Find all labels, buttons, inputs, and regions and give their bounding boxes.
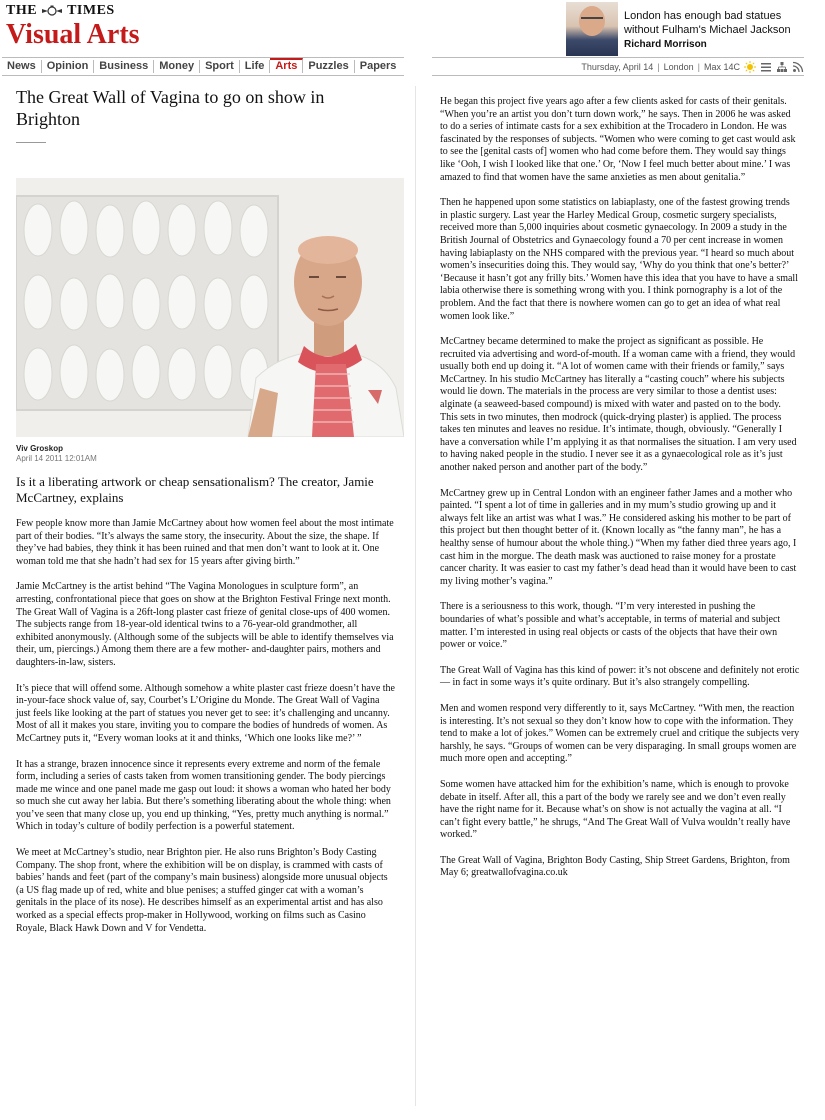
article-paragraph: Some women have attacked him for the exhibition’s name, which is enough to provoke debate in itself. After all, this a part of the body we rarely see and we don’t even really have the right name for it. Because what’s on show is not actually the vagina at all. “I can’t fight every battle,” he shrugs, “And The Great Wall of Vulva wouldn’t really have worked.” [440, 778, 791, 841]
byline-author[interactable]: Viv Groskop [16, 444, 63, 453]
nav-item-papers[interactable]: Papers [359, 60, 397, 72]
article-paragraph: Few people know more than Jamie McCartney about how women feel about the most intimate part of their bodies. “It’s always the same story, the insecurity. About the size, the shape. If they’ve had babies, they think it has been ruined and that men don’t want to look at it. One woman told me that she hadn’t had sex for 15 years after giving birth.” [16, 518, 394, 567]
column-divider [415, 86, 416, 1106]
weather-max: Max 14C [703, 61, 740, 72]
nav-item-sport[interactable]: Sport [200, 60, 240, 73]
article-paragraph: Jamie McCartney is the artist behind “The Vagina Monologues in sculpture form”, an arresting, confrontational piece that goes on show at the Brighton Festival Fringe next month. The Great Wall of Vagina is a 26ft-long plaster cast frieze of genital close-ups of 400 women. The subjects range from 18-year-old identical twins to a 76-year-old grandmother, all exhibited anonymously. (Although some of the subjects will be able to identify themselves via their, um, piercings.) Among them there are a few mother- and-daughter pairs, mothers and daughters-in-law, sisters. [16, 581, 394, 668]
article-paragraph: It has a strange, brazen innocence since it represents every extreme and norm of the female form, including a series of casts taken from women transitioning gender. The body piercings made me wince and one panel made me gasp out loud: it shows a woman who hated her body so much she cut away her labia. But there’s something liberating about the whole thing: when you’ve seen that many close up, you end up thinking, “Yes, pretty much anything is normal.” Which in today’s culture of bodily perfection is a powerful statement. [16, 758, 391, 833]
nav-item-puzzles[interactable]: Puzzles [303, 60, 354, 73]
columnist-promo[interactable] [566, 2, 816, 58]
rss-icon[interactable] [792, 61, 804, 73]
section-title[interactable]: Visual Arts [6, 19, 140, 50]
nav-item-arts[interactable]: Arts [270, 58, 303, 73]
current-date: Thursday, April 14 [581, 61, 654, 72]
byline [16, 444, 97, 464]
nav-item-business[interactable]: Business [94, 60, 154, 73]
grid-icon[interactable] [776, 61, 788, 73]
article-paragraph: We meet at McCartney’s studio, near Brighton pier. He also runs Brighton’s Body Casting Company. The shop front, where the exhibition will be on display, is crammed with casts of babies’ hands and feet (part of the company’s main business) alongside more unusual objects (a US flag made up of red, white and blue penises; a stuffed ginger cat with a woman’s genitals in the place of its nose). He describes himself as an experimental artist and has also worked as a special effects prop-maker in Hollywood, working on films such as Casino Royale, Black Hawk Down and V for Vendetta. [16, 847, 388, 934]
byline-date: April 14 2011 12:01AM [16, 454, 97, 463]
article-paragraph: There is a seriousness to this work, though. “I’m very interested in pushing the boundaries of what’s possible and what’s acceptable, in terms of material and subject matter. I’m interested in using real objects or casts of the objects that have their own power or voice.” [440, 601, 781, 651]
weather-location[interactable]: London [663, 61, 694, 72]
weather-sun-icon[interactable] [744, 61, 756, 73]
article-paragraph: McCartney grew up in Central London with an engineer father James and a mother who painted. “I spent a lot of time in galleries and in my mum’s studio growing up and it always felt like an artist was what I was.” He considered asking his mother to be part of this project but then thought better of it. (Known locally as “the fanny man”, he has a healthy sense of humour about the whole thing.) “When my father died three years ago, I cast him in the morgue. The death mask was auctioned to raise money for a prostate cancer charity. It was easier to cast my father’s dead head than it would have been to cast my living mother’s vagina.” [440, 487, 797, 587]
article-body-left [16, 518, 396, 948]
sitemap-icon[interactable] [760, 61, 772, 73]
brand-name-right: TIMES [67, 3, 115, 18]
promo-author: Richard Morrison [624, 39, 707, 50]
article-paragraph: The Great Wall of Vagina has this kind of power: it’s not obscene and definitely not erotic — in fact in some ways it’s quite ordinary. But it’s also strangely compelling. [440, 664, 800, 689]
article-headline: The Great Wall of Vagina to go on show in Brighton [16, 87, 325, 129]
nav-item-money[interactable]: Money [154, 60, 200, 73]
article-right-column [440, 96, 800, 893]
masthead[interactable] [6, 4, 140, 50]
article-paragraph: Then he happened upon some statistics on labiaplasty, one of the fastest growing trends in plastic surgery. Last year the Harley Medical Group, cosmetic surgery specialists, received more than 5,000 inquiries about cosmetic gynaecology. In 2009 a study in the British Journal of Obstetrics and Gynaecology found a 70 per cent increase in women having labiaplasty on the NHS compared with the previous year. “I heard so much about women’s insecurities doing this. They would say, ‘Why do you think that one’s better?’ ‘Because it hasn’t got any frilly bits.’ Women have this idea that you have to have a small labia otherwise there is something wrong with you. I think pornography is a lot of the problem. And the fact that there is nowhere women can go to get an idea of what real women look like.” [440, 197, 798, 322]
article-paragraph: He began this project five years ago after a few clients asked for casts of their genitals. “When you’re an artist you don’t turn down work,” he says. Then in 2006 he was asked to do a series of intimate casts for a sex exhibition at the Trocadero in London. He was fascinated by the responses of subjects. “Women who were coming to get cast would ask to see the [genital casts of] women who had come before them. They would say things like ‘Ooh, I wish I looked like that one.’ Or, ‘Now I feel much better about mine.’ I was amazed to find that women have the same anxieties as men about genitalia.” [440, 96, 796, 183]
nav-item-opinion[interactable]: Opinion [42, 60, 95, 73]
article-paragraph: Men and women respond very differently to it, says McCartney. “With men, the reaction is interesting. It’s not sexual so they don’t know how to cope with the information. They tend to make a lot of jokes.” Women can be extremely cruel and critique the subjects very harshly, he says. “Groups of women can be very disparaging. In small groups women are much more open and accepting.” [440, 702, 800, 765]
nav-item-life[interactable]: Life [240, 60, 271, 73]
info-bar: Thursday, April 14 | London | Max 14C [432, 57, 804, 76]
article-photo[interactable] [16, 178, 404, 437]
article-paragraph: It’s piece that will offend some. Although somehow a white plaster cast frieze doesn’t have the in-your-face shock value of, say, Courbet’s L’Origine du Monde. The Great Wall of Vagina just feels like looking at the part of statues you never get to see: it’s challenging and uncanny. Most of all it makes you stare, inviting you to compare the bodies of hundreds of women. As McCartney puts it, “Every woman looks at it and thinks, ‘Which one looks like me?’ ” [16, 682, 395, 744]
nav-item-news[interactable]: News [2, 60, 42, 73]
article-paragraph: McCartney became determined to make the project as significant as possible. He recruited via advertising and word-of-mouth. If a woman came with a friend, they would usually both end up doing it. “A lot of women came with their friends or family,” says McCartney. In his studio McCartney has literally a “casting couch” where his subjects would lie down. The materials in the process are very similar to those a dentist uses: alginate (a seaweed-based compound) is mixed with water and pasted on to the body. This sets in two minutes, then modrock (quick-drying plaster) is applied. The process takes ten minutes and leaves no residue. It’s intimate, though, obviously. “Generally I have a conversation while I’m applying it as that normalises the situation. I am very used to having naked people in the studio. I never see it as a gynaecological role as it’s just another naked person and another part of the body.” [440, 336, 797, 474]
article-standfirst: Is it a liberating artwork or cheap sensationalism? The creator, Jamie McCartney, explains [16, 474, 374, 505]
columnist-photo[interactable] [566, 2, 618, 56]
brand-name-left: THE [6, 3, 38, 18]
article-left-column [16, 86, 395, 934]
headline-rule [16, 142, 46, 143]
crest-icon [40, 5, 64, 17]
article-paragraph: The Great Wall of Vagina, Brighton Body Casting, Ship Street Gardens, Brighton, from May 6; greatwallofvagina.co.uk [440, 854, 790, 879]
section-nav [2, 57, 404, 76]
times-logo[interactable] [6, 4, 140, 18]
promo-headline[interactable]: London has enough bad statues without Fulham's Michael Jackson [624, 10, 791, 36]
